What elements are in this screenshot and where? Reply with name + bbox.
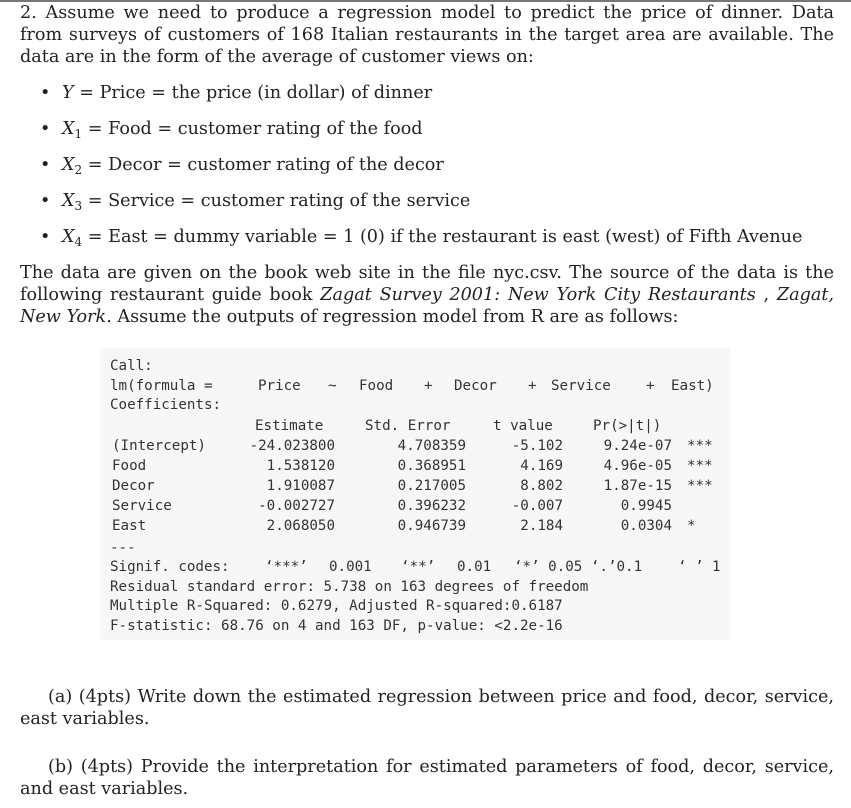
coef-estimate: -0.002727 — [258, 498, 335, 514]
variable-description: customer rating of the food — [177, 119, 423, 139]
variable-name: Food — [108, 119, 152, 139]
signif-level-4: 1 — [712, 559, 721, 575]
signif-label: Signif. codes: — [110, 559, 230, 575]
coef-p-value: 9.24e-07 — [603, 438, 672, 454]
variable-subscript: 2 — [74, 163, 83, 177]
coef-name: East — [112, 518, 147, 534]
coef-p-value: 0.9945 — [620, 498, 672, 514]
header-t-value: t value — [493, 418, 553, 434]
formula-response: Price — [258, 378, 301, 394]
variable-item: • $X_3$ = Service = customer rating of the service — [40, 191, 471, 213]
formula-service: Service — [551, 378, 611, 394]
signif-code-blank: ‘ ’ — [678, 559, 704, 575]
publisher: Zagat, New York. — [20, 285, 835, 327]
formula-food: Food — [359, 378, 394, 394]
coef-std-error: 0.946739 — [397, 518, 466, 534]
data-source-paragraph — [20, 262, 834, 328]
variable-description: customer rating of the service — [200, 191, 471, 211]
variable-symbol: Y — [62, 83, 74, 103]
variable-subscript: 3 — [74, 199, 83, 213]
formula-tilde: ~ — [328, 378, 337, 394]
separator: --- — [110, 540, 136, 556]
call-label: Call: — [110, 358, 153, 374]
bullet-icon: • — [40, 155, 51, 175]
coef-std-error: 0.368951 — [397, 458, 466, 474]
coef-signif-stars: *** — [687, 458, 713, 474]
formula-plus-1: + — [424, 378, 433, 394]
coef-std-error: 0.396232 — [397, 498, 466, 514]
coef-p-value: 4.96e-05 — [603, 458, 672, 474]
coef-name: Service — [112, 498, 172, 514]
intro-paragraph: 2. Assume we need to produce a regression model to predict the price of dinner. Data from surveys of customers of 168 Italian restaurants in the target area are available. The data are in the form of the average of customer views on: — [20, 3, 834, 67]
data-source-text-b: , — [755, 285, 777, 305]
variable-item: • $X_2$ = Decor = customer rating of the decor — [40, 155, 444, 177]
coef-name: (Intercept) — [112, 438, 206, 454]
variable-item: • $X_4$ = East = dummy variable = 1 (0) if the restaurant is east (west) of Fifth Avenue — [40, 227, 803, 249]
bullet-icon: • — [40, 191, 51, 211]
coef-estimate: 2.068050 — [266, 518, 335, 534]
coef-t-value: 4.169 — [520, 458, 563, 474]
coef-estimate: 1.910087 — [266, 478, 335, 494]
coef-t-value: -0.007 — [511, 498, 563, 514]
coef-std-error: 0.217005 — [397, 478, 466, 494]
formula-decor: Decor — [454, 378, 497, 394]
coefficients-label: Coefficients: — [110, 397, 222, 413]
variable-name: Price — [99, 83, 146, 103]
coef-estimate: 1.538120 — [266, 458, 335, 474]
coef-signif-stars: *** — [687, 438, 713, 454]
variable-symbol: X — [62, 191, 75, 211]
coef-t-value: 8.802 — [520, 478, 563, 494]
residual-line: Residual standard error: 5.738 on 163 degrees of freedom — [110, 579, 589, 595]
formula-start: lm(formula = — [110, 378, 213, 394]
coef-std-error: 4.708359 — [397, 438, 466, 454]
formula-plus-3: + — [646, 378, 655, 394]
variable-symbol: X — [62, 119, 75, 139]
coef-t-value: 2.184 — [520, 518, 563, 534]
formula-plus-2: + — [528, 378, 537, 394]
bullet-icon: • — [40, 227, 51, 247]
signif-code-2: ‘**’ — [401, 559, 436, 575]
r-squared-line: Multiple R-Squared: 0.6279, Adjusted R-squared:0.6187 — [110, 598, 563, 614]
variable-name: Service — [108, 191, 175, 211]
f-statistic-line: F-statistic: 68.76 on 4 and 163 DF, p-value: <2.2e-16 — [110, 618, 563, 634]
variable-name: East — [108, 227, 148, 247]
signif-level-3: ‘*’ 0.05 ‘.’0.1 — [514, 559, 643, 575]
signif-code-3: ‘***’ — [265, 559, 308, 575]
header-estimate: Estimate — [255, 418, 324, 434]
coef-p-value: 0.0304 — [620, 518, 672, 534]
question-a: (a) (4pts) Write down the estimated regression between price and food, decor, service, east variables. — [20, 687, 834, 729]
question-b: (b) (4pts) Provide the interpretation for estimated parameters of food, decor, service, and east variables. — [20, 757, 834, 799]
variable-symbol: X — [62, 227, 75, 247]
coef-t-value: -5.102 — [511, 438, 563, 454]
variable-description: dummy variable = 1 (0) if the restaurant is east (west) of Fifth Avenue — [173, 227, 803, 247]
variable-subscript: 1 — [74, 127, 83, 141]
book-title: Zagat Survey 2001: New York City Restaurants — [320, 285, 756, 305]
variable-item: • Y = Price = the price (in dollar) of dinner — [40, 83, 433, 103]
coef-name: Food — [112, 458, 147, 474]
variable-symbol: X — [62, 155, 75, 175]
formula-east: East) — [671, 378, 714, 394]
variable-name: Decor — [108, 155, 162, 175]
coef-p-value: 1.87e-15 — [603, 478, 672, 494]
coef-name: Decor — [112, 478, 155, 494]
header-std-error: Std. Error — [365, 418, 451, 434]
variable-item: • $X_1$ = Food = customer rating of the food — [40, 119, 423, 141]
variable-description: customer rating of the decor — [187, 155, 444, 175]
variable-description: the price (in dollar) of dinner — [171, 83, 433, 103]
r-output-box — [100, 348, 730, 640]
data-source-text-c: Assume the outputs of regression model from R are as follows: — [111, 307, 679, 327]
signif-level-2: 0.01 — [457, 559, 492, 575]
signif-level-1: 0.001 — [329, 559, 372, 575]
coef-signif-stars: *** — [687, 478, 713, 494]
data-source-text-a: The data are given on the book web site in the file nyc.csv. The source of the data is the following restaurant guide book — [20, 263, 834, 305]
header-p-value: Pr(>|t|) — [593, 418, 662, 434]
bullet-icon: • — [40, 83, 51, 103]
coef-signif-stars: * — [687, 518, 696, 534]
bullet-icon: • — [40, 119, 51, 139]
variable-subscript: 4 — [74, 235, 83, 249]
coef-estimate: -24.023800 — [249, 438, 335, 454]
